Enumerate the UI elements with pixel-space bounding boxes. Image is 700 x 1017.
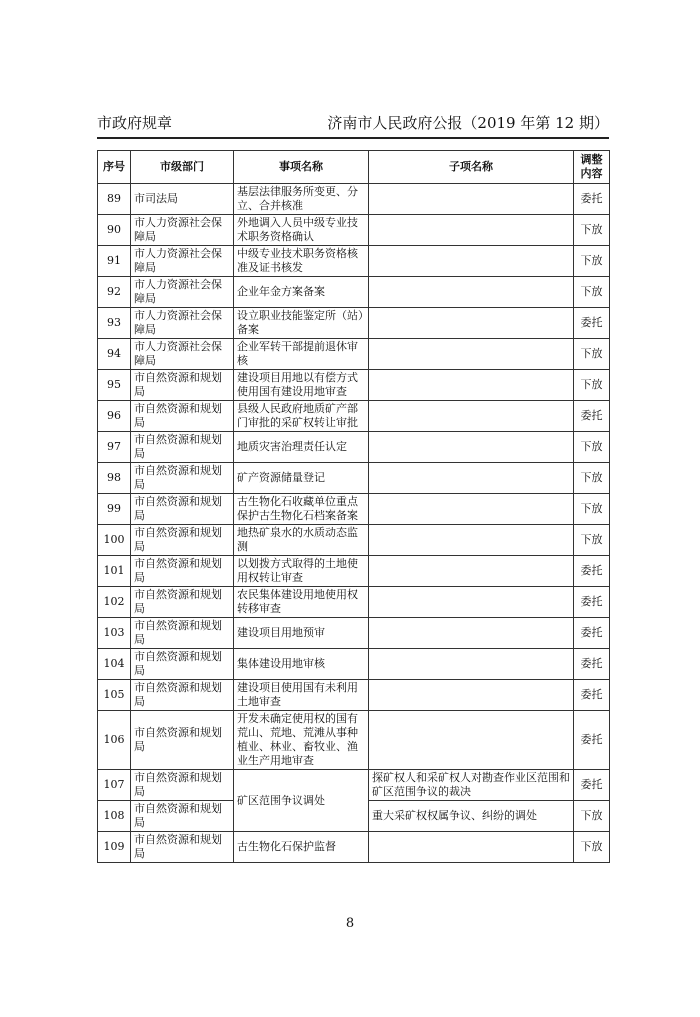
adjustment-table: [97, 150, 610, 863]
row-item: 基层法律服务所变更、分立、合并核准: [234, 184, 369, 215]
row-no: 102: [98, 587, 131, 618]
header-divider: [97, 137, 609, 139]
table-row: [98, 680, 610, 711]
row-item: 开发未确定使用权的国有荒山、荒地、荒滩从事种植业、林业、畜牧业、渔业生产用地审查: [234, 711, 369, 770]
table-row: [98, 246, 610, 277]
row-sub: [369, 308, 574, 339]
table-row: [98, 525, 610, 556]
header-publication-title: 济南市人民政府公报（2019 年第 12 期）: [327, 114, 609, 132]
row-dept: 市自然资源和规划局: [131, 801, 234, 832]
row-sub: [369, 184, 574, 215]
row-item: 建设项目使用国有未利用土地审查: [234, 680, 369, 711]
row-item: 企业年金方案备案: [234, 277, 369, 308]
row-sub: [369, 587, 574, 618]
row-no: 109: [98, 832, 131, 863]
row-adjust: 委托: [574, 587, 610, 618]
row-sub: [369, 680, 574, 711]
row-sub: [369, 339, 574, 370]
table-header-row: [98, 151, 610, 184]
row-dept: 市自然资源和规划局: [131, 525, 234, 556]
row-adjust: 下放: [574, 215, 610, 246]
table-row: [98, 770, 610, 801]
row-item: 建设项目用地预审: [234, 618, 369, 649]
row-item: 中级专业技术职务资格核准及证书核发: [234, 246, 369, 277]
row-no: 98: [98, 463, 131, 494]
row-sub: [369, 556, 574, 587]
row-sub: 探矿权人和采矿权人对勘查作业区范围和矿区范围争议的裁决: [369, 770, 574, 801]
row-adjust: 下放: [574, 801, 610, 832]
row-adjust: 下放: [574, 432, 610, 463]
row-dept: 市司法局: [131, 184, 234, 215]
header-no: 序号: [98, 151, 131, 184]
row-sub: [369, 215, 574, 246]
row-adjust: 委托: [574, 680, 610, 711]
row-dept: 市自然资源和规划局: [131, 649, 234, 680]
header-sub: 子项名称: [369, 151, 574, 184]
row-sub: [369, 401, 574, 432]
row-dept: 市自然资源和规划局: [131, 432, 234, 463]
table-row: [98, 649, 610, 680]
row-item: 地热矿泉水的水质动态监测: [234, 525, 369, 556]
row-dept: 市自然资源和规划局: [131, 587, 234, 618]
row-no: 99: [98, 494, 131, 525]
row-item: 设立职业技能鉴定所（站）备案: [234, 308, 369, 339]
table-row: [98, 308, 610, 339]
row-no: 96: [98, 401, 131, 432]
row-item: 农民集体建设用地使用权转移审查: [234, 587, 369, 618]
row-no: 106: [98, 711, 131, 770]
row-item: 建设项目用地以有偿方式使用国有建设用地审查: [234, 370, 369, 401]
row-sub: [369, 246, 574, 277]
row-sub: [369, 832, 574, 863]
table-row: [98, 463, 610, 494]
table-row: [98, 215, 610, 246]
row-dept: 市自然资源和规划局: [131, 401, 234, 432]
row-sub: [369, 432, 574, 463]
row-dept: 市自然资源和规划局: [131, 680, 234, 711]
row-dept: 市自然资源和规划局: [131, 770, 234, 801]
row-sub: 重大采矿权权属争议、纠纷的调处: [369, 801, 574, 832]
row-adjust: 下放: [574, 494, 610, 525]
row-no: 108: [98, 801, 131, 832]
row-dept: 市人力资源社会保障局: [131, 215, 234, 246]
row-sub: [369, 494, 574, 525]
row-adjust: 下放: [574, 277, 610, 308]
row-item: 矿产资源储量登记: [234, 463, 369, 494]
table-row: [98, 339, 610, 370]
header-section-title: 市政府规章: [97, 114, 173, 132]
row-item: 企业军转干部提前退休审核: [234, 339, 369, 370]
row-adjust: 委托: [574, 649, 610, 680]
row-item: 县级人民政府地质矿产部门审批的采矿权转让审批: [234, 401, 369, 432]
row-item: 古生物化石收藏单位重点保护古生物化石档案备案: [234, 494, 369, 525]
row-no: 103: [98, 618, 131, 649]
header-dept: 市级部门: [131, 151, 234, 184]
row-adjust: 下放: [574, 370, 610, 401]
row-sub: [369, 370, 574, 401]
row-sub: [369, 618, 574, 649]
row-no: 90: [98, 215, 131, 246]
row-sub: [369, 649, 574, 680]
row-dept: 市人力资源社会保障局: [131, 308, 234, 339]
row-dept: 市自然资源和规划局: [131, 711, 234, 770]
row-adjust: 下放: [574, 832, 610, 863]
row-item: 外地调入人员中级专业技术职务资格确认: [234, 215, 369, 246]
row-adjust: 委托: [574, 711, 610, 770]
row-dept: 市自然资源和规划局: [131, 832, 234, 863]
row-no: 101: [98, 556, 131, 587]
row-adjust: 下放: [574, 525, 610, 556]
row-item: 地质灾害治理责任认定: [234, 432, 369, 463]
row-no: 92: [98, 277, 131, 308]
row-adjust: 委托: [574, 401, 610, 432]
table-row: [98, 277, 610, 308]
row-adjust: 委托: [574, 770, 610, 801]
row-item-merged: 矿区范围争议调处: [234, 770, 369, 832]
row-no: 91: [98, 246, 131, 277]
row-adjust: 委托: [574, 308, 610, 339]
table-row: [98, 618, 610, 649]
page-header: [97, 110, 609, 136]
row-item: 集体建设用地审核: [234, 649, 369, 680]
row-no: 95: [98, 370, 131, 401]
row-no: 105: [98, 680, 131, 711]
row-no: 93: [98, 308, 131, 339]
row-dept: 市自然资源和规划局: [131, 618, 234, 649]
row-dept: 市自然资源和规划局: [131, 463, 234, 494]
row-no: 97: [98, 432, 131, 463]
row-item: 古生物化石保护监督: [234, 832, 369, 863]
row-item: 以划拨方式取得的土地使用权转让审查: [234, 556, 369, 587]
row-no: 89: [98, 184, 131, 215]
row-adjust: 下放: [574, 246, 610, 277]
row-dept: 市自然资源和规划局: [131, 494, 234, 525]
row-adjust: 下放: [574, 339, 610, 370]
row-sub: [369, 463, 574, 494]
row-adjust: 下放: [574, 463, 610, 494]
row-dept: 市自然资源和规划局: [131, 370, 234, 401]
table-row: [98, 401, 610, 432]
row-sub: [369, 277, 574, 308]
row-sub: [369, 711, 574, 770]
row-no: 94: [98, 339, 131, 370]
table-row: [98, 494, 610, 525]
row-adjust: 委托: [574, 618, 610, 649]
table-body: [98, 184, 610, 863]
row-no: 104: [98, 649, 131, 680]
table-row: [98, 587, 610, 618]
row-sub: [369, 525, 574, 556]
header-adjust: 调整内容: [574, 151, 610, 184]
table-row: [98, 832, 610, 863]
table-row: [98, 370, 610, 401]
table-row: [98, 711, 610, 770]
row-dept: 市人力资源社会保障局: [131, 246, 234, 277]
row-dept: 市人力资源社会保障局: [131, 277, 234, 308]
table-row: [98, 432, 610, 463]
row-adjust: 委托: [574, 184, 610, 215]
header-item: 事项名称: [234, 151, 369, 184]
row-adjust: 委托: [574, 556, 610, 587]
row-dept: 市人力资源社会保障局: [131, 339, 234, 370]
page-number: 8: [345, 916, 355, 931]
table-row: [98, 556, 610, 587]
row-no: 107: [98, 770, 131, 801]
row-no: 100: [98, 525, 131, 556]
row-dept: 市自然资源和规划局: [131, 556, 234, 587]
table-row: [98, 184, 610, 215]
